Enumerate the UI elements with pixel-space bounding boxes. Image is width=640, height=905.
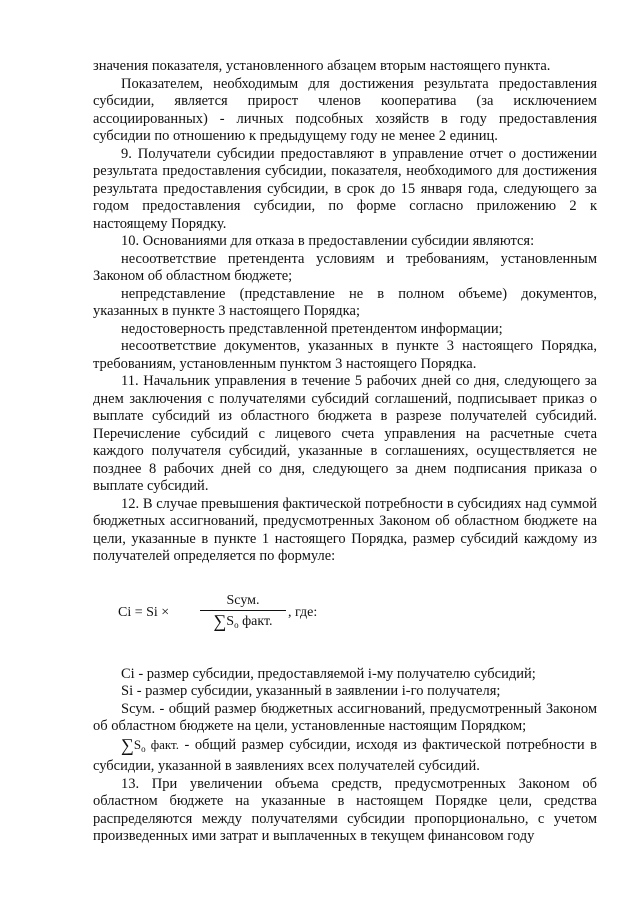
sum-label: факт. [145,736,179,752]
list-item: непредставление (представление не в полном объеме) документов, указанных в пункте 3 настоящего Порядка; [93,285,597,319]
definition: Ci - размер субсидии, предоставляемой i-му получателю субсидий; [121,665,536,682]
definition: Si - размер субсидии, указанный в заявлении i-го получателя; [121,683,501,699]
formula-fraction [200,592,286,635]
sum-definition [93,736,597,776]
paragraph-item-12: 12. В случае превышения фактической потребности в субсидиях над суммой бюджетных ассигнований, предусмотренных Законом об областном бюджете на цели, указанные в пункте 1 настоящего Порядка, размер субсидий каждому из получателей определяется по формуле: [93,495,597,564]
formula [118,592,597,632]
paragraph-item-13: 13. При увеличении объема средств, предусмотренных Законом об областном бюджете на указанные в настоящем Порядке цели, средства распределяются между получателями субсидии пропорционально, с учетом произведенных ими затрат и выплаченных в текущем финансовом году [93,775,597,844]
formula-den-s: S [226,614,235,629]
paragraph: значения показателя, установленного абзацем вторым настоящего пункта. [93,58,551,74]
formula-numerator: Sсум. [200,592,286,612]
list-item: несоответствие претендента условиям и требованиям, установленным Законом об областном бюджете; [93,250,597,284]
sum-sub: о [141,743,146,754]
formula-denominator [200,611,286,635]
definition: Sсум. - общий размер бюджетных ассигнований, предусмотренный Законом об областном бюджете на цели, установленные настоящим Порядком; [93,700,597,734]
formula-tail: , где: [288,604,318,620]
formula-lhs: Ci = Si × [118,604,170,620]
list-item: несоответствие документов, указанных в пункте 3 настоящего Порядка, требованиям, установленным пунктом 3 настоящего Порядка. [93,338,597,372]
paragraph-item-10: 10. Основаниями для отказа в предоставлении субсидии являются: [121,233,535,249]
sum-text: - общий размер субсидии, исходя из фактической потребности в субсидии, указанной в заявлениях всех получателей субсидий. [93,736,597,774]
sigma-symbol: ∑ [121,734,134,755]
sum-s: S [133,736,142,752]
list-item: недостоверность представленной претендентом информации; [121,320,503,337]
sigma-symbol: ∑ [213,611,227,631]
paragraph-item-11: 11. Начальник управления в течение 5 рабочих дней со дня, следующего за днем заключения с получателями субсидий соглашений, подписывает приказ о выплате субсидий из областного бюджета в разрезе получателей субсидий. Перечисление субсидий с лицевого счета управления на расчетные счета каждого получателя субсидий, указанные в соглашениях, осуществляется не позднее 8 рабочих дней со дня, следующего за днем подписания приказа о выплате субсидий. [93,373,597,494]
formula-den-tail: факт. [238,614,273,629]
paragraph-item-9: 9. Получатели субсидии предоставляют в управление отчет о достижении результата предоставления субсидии, показателя, необходимого для достижения результата предоставления субсидии, в срок до 15 января года, следующего за годом предоставления субсидии, по форме согласно приложению 2 к настоящему Порядку. [93,145,597,232]
document-page [93,58,597,846]
formula-den-sub: о [234,620,239,630]
paragraph: Показателем, необходимым для достижения результата предоставления субсидии, является прирост членов кооператива (за исключением ассоциированных) - личных подсобных хозяйств в году предоставления субсидии по отношению к предыдущему году не менее 2 единиц. [93,75,597,144]
